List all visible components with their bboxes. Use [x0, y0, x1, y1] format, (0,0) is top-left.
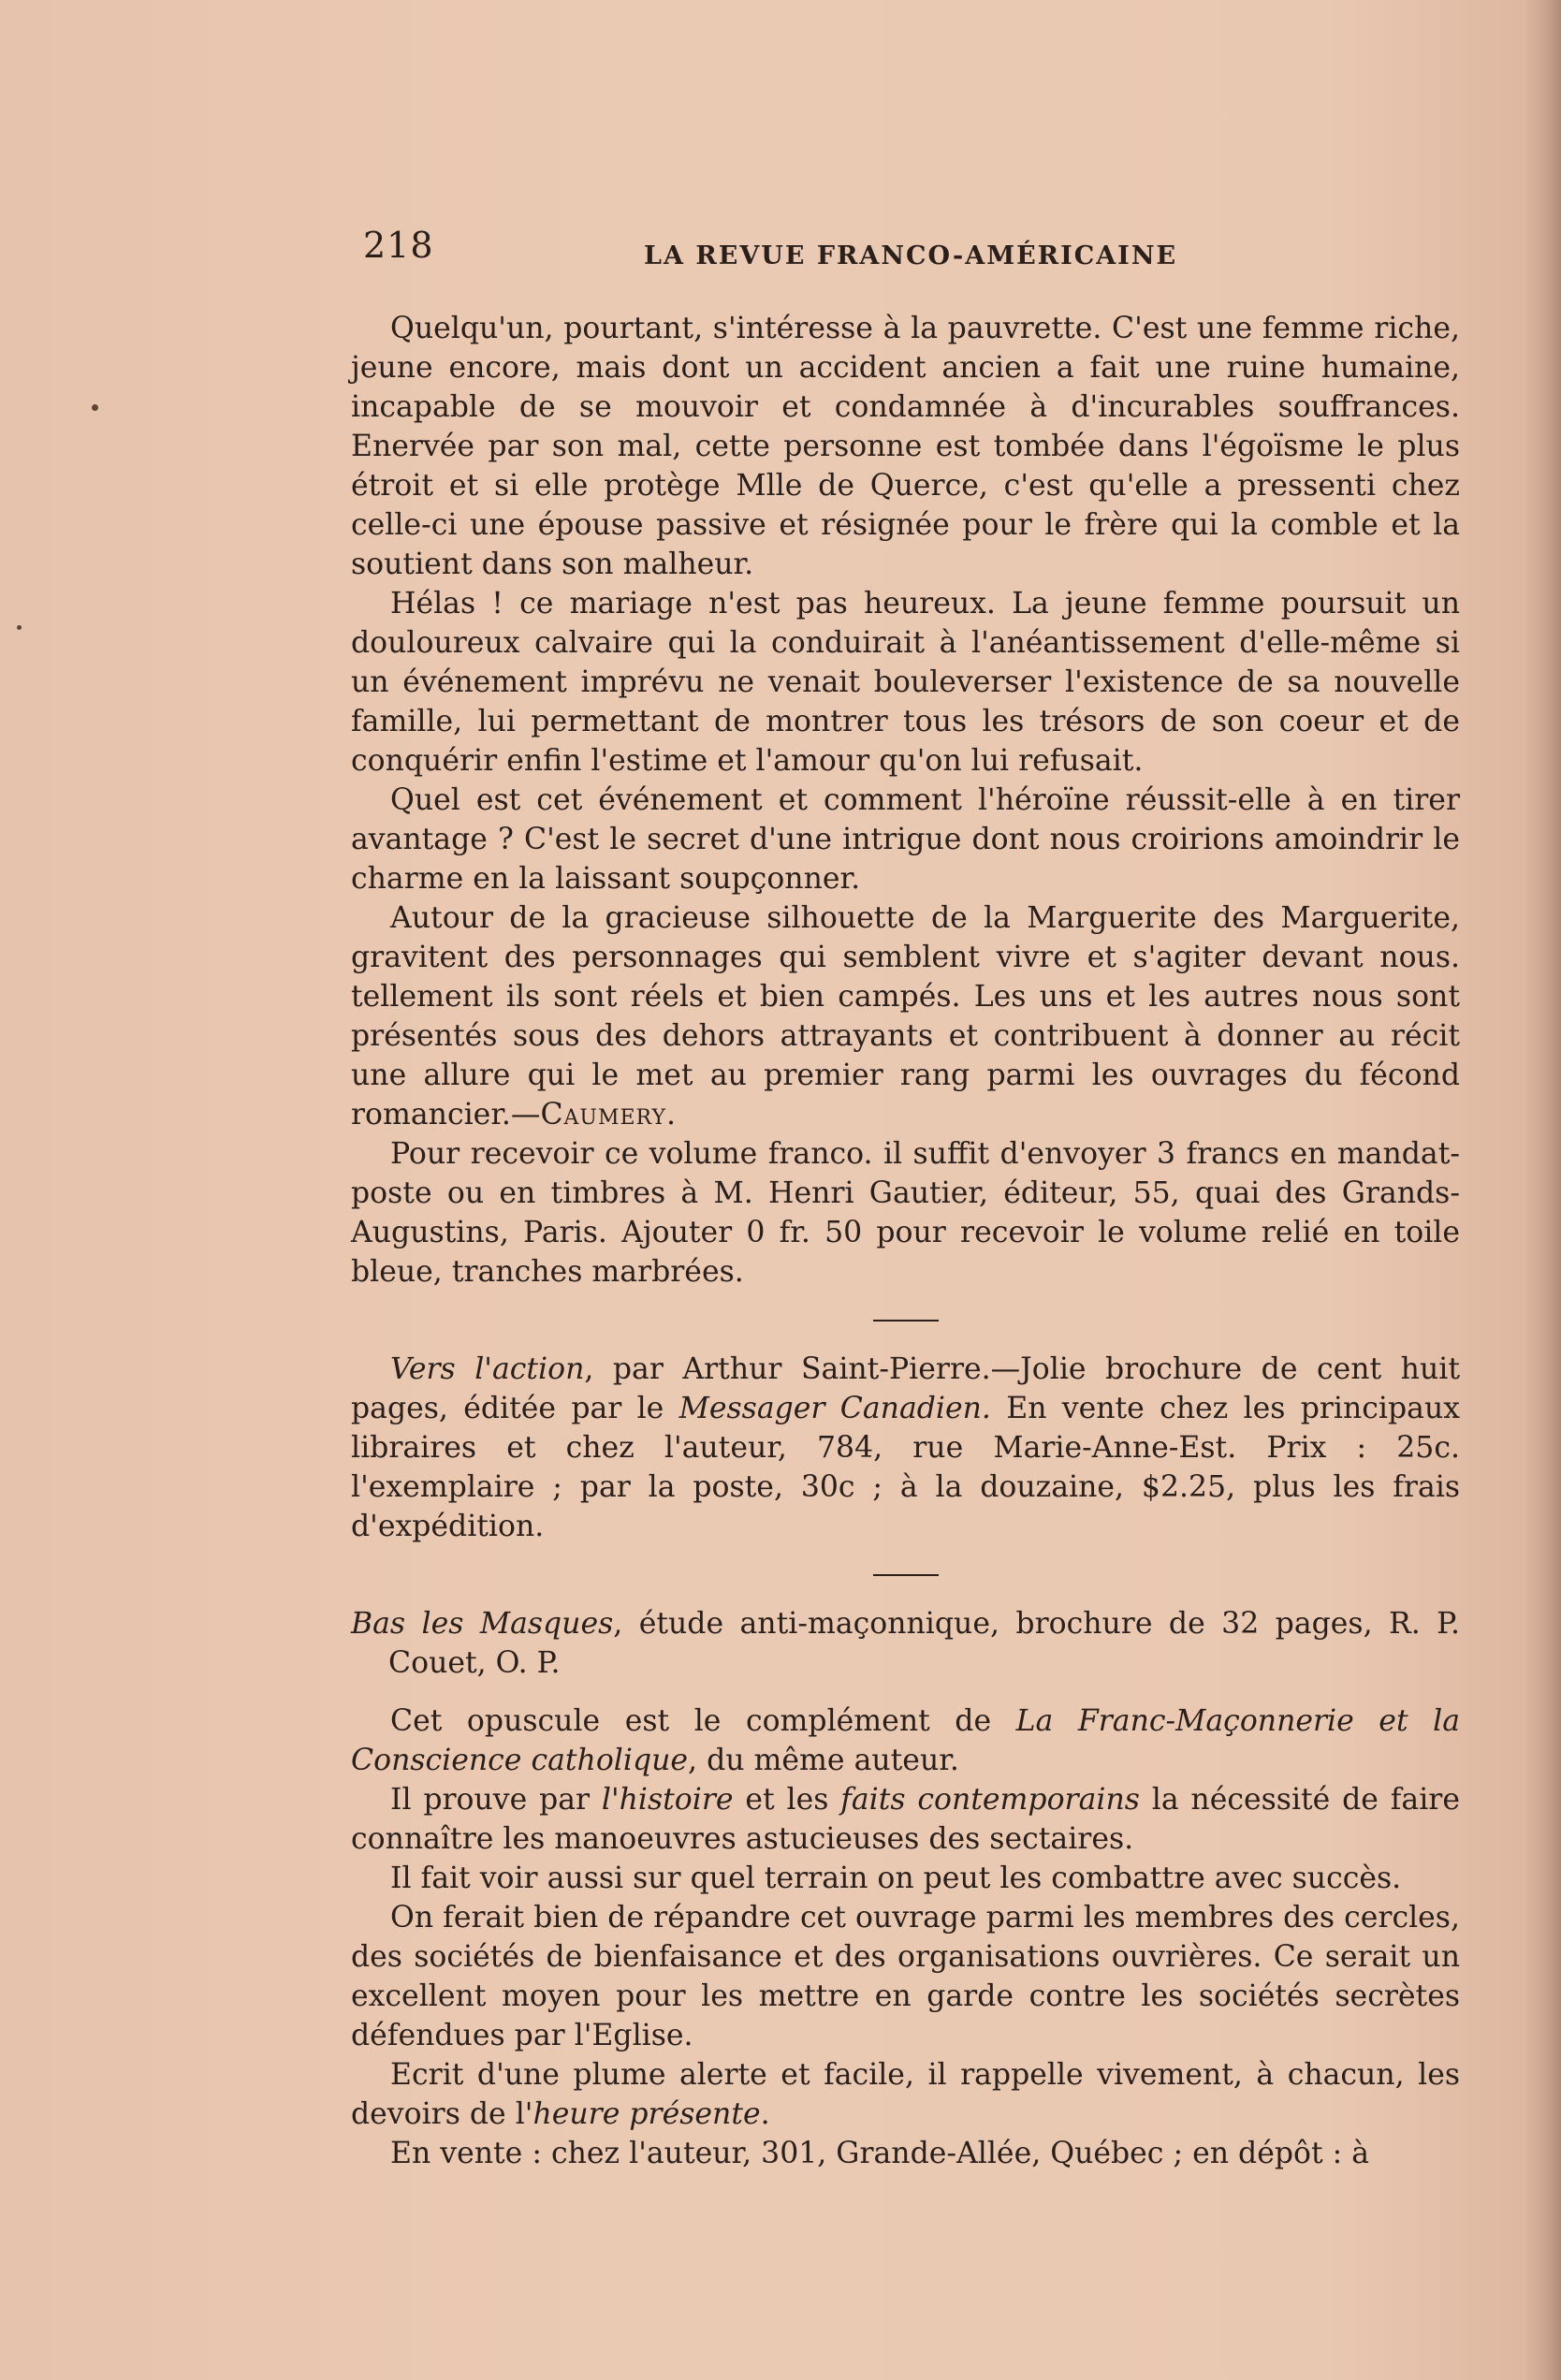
review-author: Caumery.	[540, 1098, 677, 1132]
body-text	[351, 309, 1460, 2173]
review-entry-title	[351, 1604, 1460, 1683]
publisher-name: Messager Canadien.	[678, 1392, 991, 1425]
section-divider	[873, 1320, 939, 1321]
paragraph: Quelqu'un, pourtant, s'intéresse à la pauvrette. C'est une femme riche, jeune encore, mais dont un accident ancien a fait une ruine humaine, incapable de se mouvoir et condamnée à d'incurables souffrances. Enervée par son mal, cette personne est tombée dans l'égoïsme le plus étroit et si elle protège Mlle de Querce, c'est qu'elle a pressenti chez celle-ci une épouse passive et résignée pour le frère qui la comble et la soutient dans son malheur.	[351, 312, 1460, 581]
emphasis: heure présente	[532, 2097, 761, 2131]
emphasis: faits contemporains	[840, 1783, 1140, 1817]
paragraph: Il fait voir aussi sur quel terrain on peut les combattre avec succès.	[390, 1862, 1402, 1895]
running-title: LA REVUE FRANCO-AMÉRICAINE	[644, 241, 1178, 270]
book-title: Vers l'action	[390, 1352, 585, 1386]
entry-text: En vente chez les principaux libraires et chez l'auteur, 784, rue Marie-Anne-Est. Prix : 25c. l'exemplaire ; par la poste, 30c ; à la douzaine, $2.25, plus les frais d'expédition.	[351, 1392, 1461, 1543]
emphasis: l'histoire	[601, 1783, 734, 1817]
paragraph-text: Autour de la gracieuse silhouette de la Marguerite des Marguerite, gravitent des personnages qui semblent vivre et s'agiter devant nous. tellement ils sont réels et bien campés. Les uns et les autres nous sont présentés sous des dehors attrayants et contribuent à donner au récit une allure qui le met au premier rang parmi les ouvrages du fécond romancier.—	[351, 901, 1460, 1132]
paragraph: Quel est cet événement et comment l'héroïne réussit-elle à en tirer avantage ? C'est le secret d'une intrigue dont nous croirions amoindrir le charme en la laissant soupçonner.	[351, 783, 1460, 896]
page-number: 218	[363, 225, 434, 266]
paragraph	[351, 1701, 1460, 1780]
paragraph-text: Cet opuscule est le complément de	[390, 1704, 1016, 1738]
paragraph-text: et les	[733, 1783, 841, 1817]
review-entry	[351, 1350, 1460, 1546]
page-header	[363, 225, 1187, 281]
paragraph-text: .	[760, 2097, 770, 2131]
paper-speck	[92, 404, 98, 411]
paragraph: On ferait bien de répandre cet ouvrage parmi les membres des cercles, des sociétés de bienfaisance et des organisations ouvrières. Ce serait un excellent moyen pour les mettre en garde contre les sociétés secrètes défendues par l'Eglise.	[351, 1901, 1460, 2052]
paper-speck	[17, 625, 22, 630]
paragraph-text: Ecrit d'une plume alerte et facile, il rappelle vivement, à chacun, les devoirs de l'	[351, 2058, 1460, 2131]
paragraph: Hélas ! ce mariage n'est pas heureux. La jeune femme poursuit un douloureux calvaire qui la conduirait à l'anéantissement d'elle-même si un événement imprévu ne venait bouleverser l'existence de sa nouvelle famille, lui permettant de montrer tous les trésors de son coeur et de conquérir enfin l'estime et l'amour qu'on lui refusait.	[351, 587, 1460, 778]
paragraph: Pour recevoir ce volume franco. il suffit d'envoyer 3 francs en mandat-poste ou en timbres à M. Henri Gautier, éditeur, 55, quai des Grands-Augustins, Paris. Ajouter 0 fr. 50 pour recevoir le volume relié en toile bleue, tranches marbrées.	[351, 1137, 1460, 1289]
entry-text: , étude anti-maçonnique, brochure de 32 pages, R. P. Couet, O. P.	[388, 1607, 1460, 1680]
book-title: Bas les Masques	[351, 1607, 614, 1641]
entry-text: , par Arthur Saint-Pierre.—Jolie brochure de cent huit pages, éditée par le	[351, 1352, 1460, 1425]
paragraph	[351, 898, 1460, 1134]
paragraph	[351, 2055, 1460, 2134]
page-edge-shadow	[1524, 0, 1561, 2380]
paragraph	[351, 1780, 1460, 1859]
work-title: La Franc-Maçonnerie et la Conscience catholique	[351, 1704, 1460, 1777]
paragraph: En vente : chez l'auteur, 301, Grande-Allée, Québec ; en dépôt : à	[390, 2137, 1370, 2170]
paragraph-text: Il prouve par	[390, 1783, 602, 1817]
paragraph-text: la nécessité de faire connaître les manoeuvres astucieuses des sectaires.	[351, 1783, 1460, 1856]
paragraph-text: , du même auteur.	[688, 1744, 959, 1777]
section-divider	[873, 1574, 939, 1576]
